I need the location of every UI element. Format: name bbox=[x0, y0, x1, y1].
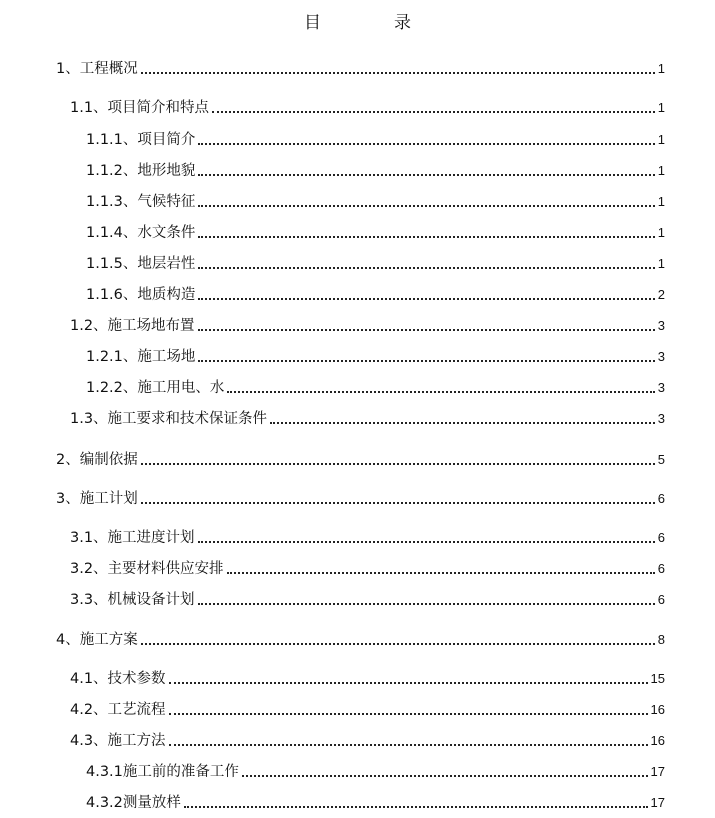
toc-page-number: 3 bbox=[657, 380, 665, 395]
toc-leader bbox=[198, 603, 655, 605]
toc-entry-text: 3.3、机械设备计划 bbox=[70, 592, 195, 608]
toc-leader bbox=[198, 360, 654, 362]
toc-page-number: 3 bbox=[657, 349, 665, 364]
toc-entry[interactable] bbox=[86, 346, 665, 366]
toc-entry[interactable] bbox=[70, 527, 665, 547]
toc-entry-text: 1.1.2、地形地貌 bbox=[86, 163, 196, 179]
toc-entry[interactable] bbox=[86, 222, 665, 242]
toc-page-number: 8 bbox=[657, 632, 665, 647]
toc-leader bbox=[198, 174, 654, 176]
toc-entry-text: 1.1.3、气候特征 bbox=[86, 194, 196, 210]
toc-leader bbox=[242, 775, 648, 777]
toc-leader bbox=[141, 643, 655, 645]
toc-leader bbox=[169, 682, 648, 684]
toc-leader bbox=[141, 72, 655, 74]
toc-entry[interactable] bbox=[86, 792, 665, 812]
toc-entry[interactable] bbox=[70, 589, 665, 609]
toc-entry[interactable] bbox=[70, 699, 665, 719]
toc-page-number: 6 bbox=[657, 491, 665, 506]
toc-page-number: 3 bbox=[657, 318, 665, 333]
toc-entry-text: 3.1、施工进度计划 bbox=[70, 530, 195, 546]
toc-entry[interactable] bbox=[86, 253, 665, 273]
toc-page-number: 5 bbox=[657, 452, 665, 467]
toc-leader bbox=[227, 572, 655, 574]
toc-entry[interactable] bbox=[86, 191, 665, 211]
toc-entry-text: 1.2、施工场地布置 bbox=[70, 318, 195, 334]
toc-entry-text: 4、施工方案 bbox=[56, 632, 138, 648]
toc-leader bbox=[141, 502, 655, 504]
toc-page-number: 1 bbox=[657, 194, 665, 209]
toc-entry[interactable] bbox=[86, 377, 665, 397]
toc-title: 目 录 bbox=[304, 13, 439, 33]
toc-leader bbox=[212, 111, 655, 113]
toc-page-number: 3 bbox=[657, 411, 665, 426]
toc-entry[interactable] bbox=[70, 730, 665, 750]
toc-page-number: 6 bbox=[657, 561, 665, 576]
toc-entry[interactable] bbox=[86, 284, 665, 304]
toc-leader bbox=[169, 744, 648, 746]
toc-page-number: 16 bbox=[650, 702, 665, 717]
toc-entry[interactable] bbox=[70, 97, 665, 117]
toc-entry-text: 1.1.5、地层岩性 bbox=[86, 256, 196, 272]
toc-entry-text: 1.3、施工要求和技术保证条件 bbox=[70, 411, 268, 427]
toc-leader bbox=[141, 463, 655, 465]
toc-leader bbox=[184, 806, 648, 808]
toc-entry-text: 1.1.1、项目简介 bbox=[86, 132, 196, 148]
toc-entry[interactable] bbox=[70, 408, 665, 428]
toc-entry-text: 4.3、施工方法 bbox=[70, 733, 166, 749]
toc-entry-text: 4.2、工艺流程 bbox=[70, 702, 166, 718]
toc-entry-text: 3、施工计划 bbox=[56, 491, 138, 507]
toc-entry[interactable] bbox=[70, 315, 665, 335]
toc-leader bbox=[270, 422, 655, 424]
toc-page-number: 16 bbox=[650, 733, 665, 748]
toc-entry-text: 3.2、主要材料供应安排 bbox=[70, 561, 224, 577]
toc-entry[interactable] bbox=[56, 58, 665, 78]
toc-leader bbox=[198, 329, 655, 331]
toc-entry-text: 1.2.2、施工用电、水 bbox=[86, 380, 225, 396]
toc-entry-text: 1.2.1、施工场地 bbox=[86, 349, 196, 365]
toc-page-number: 17 bbox=[650, 795, 665, 810]
toc-entry[interactable] bbox=[86, 160, 665, 180]
toc-entry[interactable] bbox=[56, 488, 665, 508]
toc-entry-text: 1、工程概况 bbox=[56, 61, 138, 77]
toc-entry[interactable] bbox=[70, 668, 665, 688]
toc-leader bbox=[227, 391, 654, 393]
toc-entry-text: 4.1、技术参数 bbox=[70, 671, 166, 687]
toc-leader bbox=[198, 541, 655, 543]
toc-leader bbox=[169, 713, 648, 715]
toc-entry-text: 1.1.4、水文条件 bbox=[86, 225, 196, 241]
toc-entry-text: 2、编制依据 bbox=[56, 452, 138, 468]
toc-entry-text: 4.3.2测量放样 bbox=[86, 795, 181, 811]
toc-leader bbox=[198, 267, 654, 269]
toc-entry[interactable] bbox=[86, 129, 665, 149]
toc-entry[interactable] bbox=[56, 449, 665, 469]
toc-page-number: 1 bbox=[657, 256, 665, 271]
toc-page-number: 6 bbox=[657, 530, 665, 545]
toc-entry[interactable] bbox=[86, 761, 665, 781]
toc-leader bbox=[198, 298, 654, 300]
toc-entry[interactable] bbox=[70, 558, 665, 578]
toc-page-number: 2 bbox=[657, 287, 665, 302]
toc-leader bbox=[198, 143, 654, 145]
toc-entry[interactable] bbox=[56, 629, 665, 649]
toc-page-number: 1 bbox=[657, 163, 665, 178]
toc-page-number: 1 bbox=[657, 61, 665, 76]
toc-leader bbox=[198, 236, 654, 238]
toc-page-number: 6 bbox=[657, 592, 665, 607]
toc-entry-text: 1.1、项目简介和特点 bbox=[70, 100, 210, 116]
toc-page-number: 15 bbox=[650, 671, 665, 686]
toc-page-number: 17 bbox=[650, 764, 665, 779]
toc-leader bbox=[198, 205, 654, 207]
toc-entry-text: 4.3.1施工前的准备工作 bbox=[86, 764, 239, 780]
toc-page-number: 1 bbox=[657, 100, 665, 115]
toc-page-number: 1 bbox=[657, 225, 665, 240]
toc-entry-text: 1.1.6、地质构造 bbox=[86, 287, 196, 303]
toc-page-number: 1 bbox=[657, 132, 665, 147]
